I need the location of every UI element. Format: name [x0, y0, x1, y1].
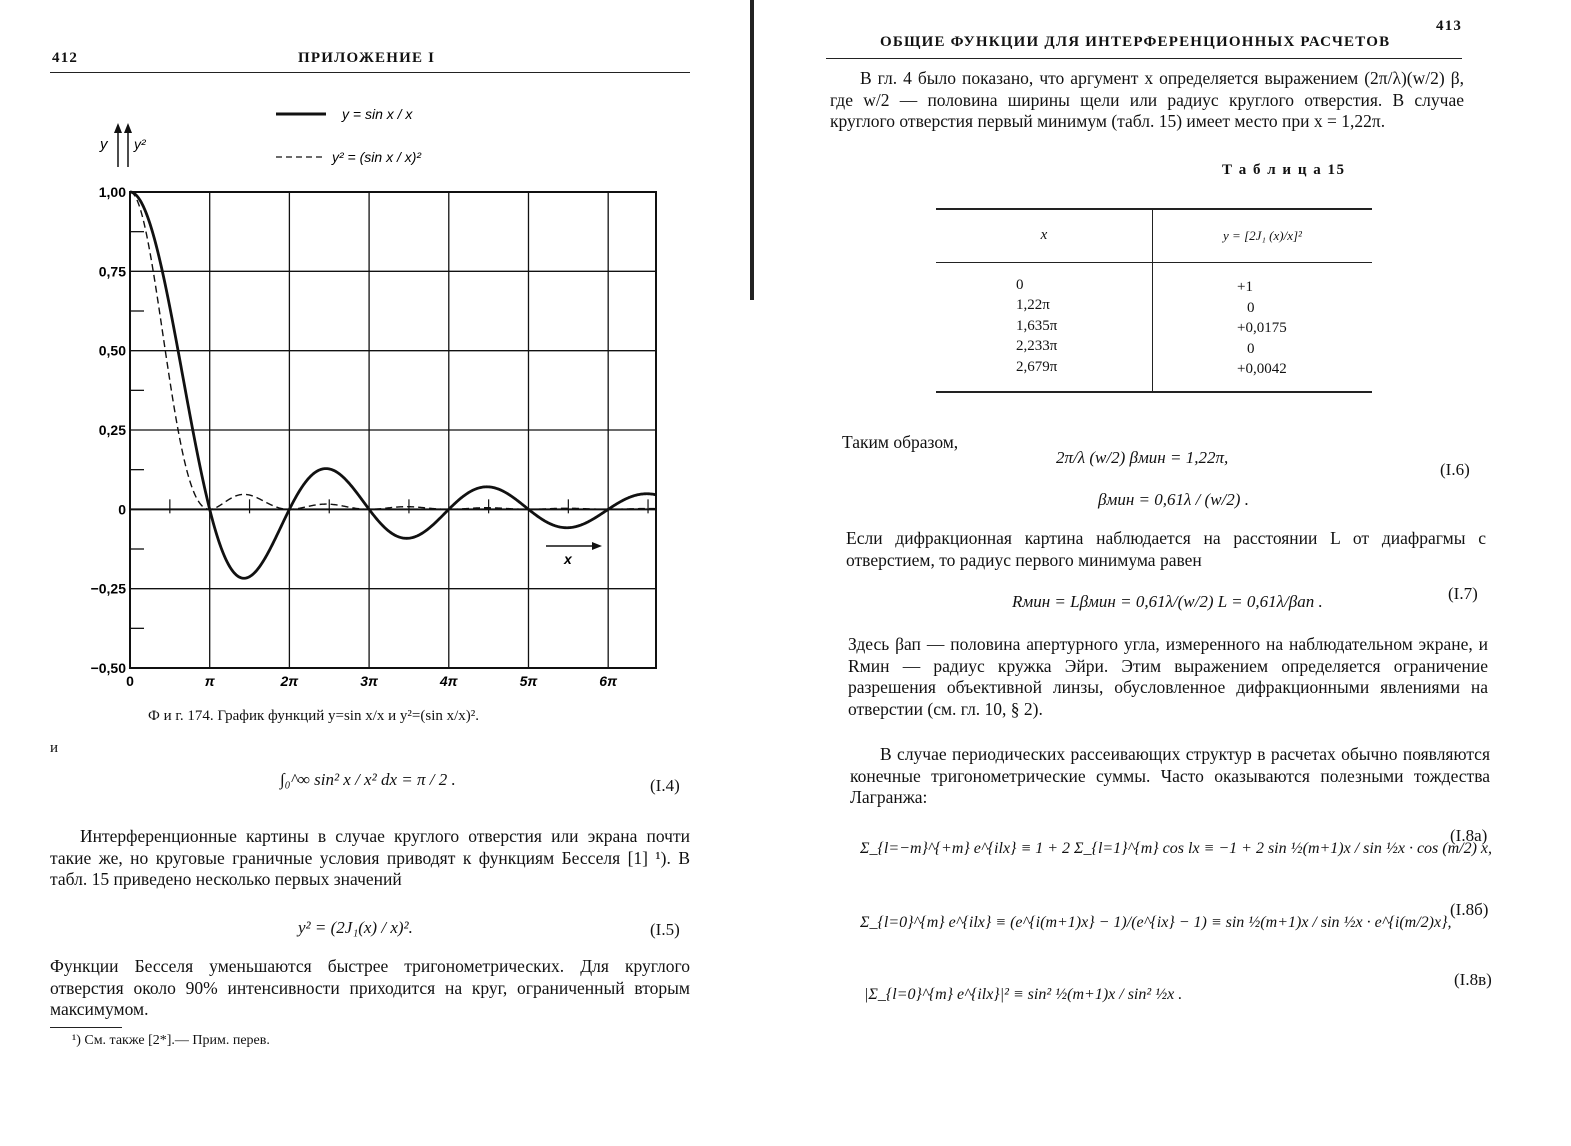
equation-I8b: Σ_{l=0}^{m} e^{ilx} ≡ (e^{i(m+1)x} − 1)/(e^{ix} − 1) ≡ sin ½(m+1)x / sin ½x · e^{i(m/2)x},: [860, 914, 1452, 931]
y-axis-label: y: [100, 136, 108, 153]
text-thus: Таким образом,: [842, 432, 959, 452]
paragraph-aperture: [848, 634, 1488, 720]
y-tick-label: 0,25: [98, 422, 126, 438]
running-head-right: ОБЩИЕ ФУНКЦИИ ДЛЯ ИНТЕРФЕРЕНЦИОННЫХ РАСЧЕТОВ: [880, 34, 1391, 50]
y-axis-label-group: [99, 123, 147, 167]
page-number-left: 412: [52, 50, 79, 66]
x-arrow-group: [546, 542, 602, 567]
table-cell: +0,0175: [1237, 320, 1287, 336]
y-tick-label: 0,75: [98, 263, 126, 280]
paragraph-bessel-decay: [50, 956, 690, 1021]
equation-I8b-number: (I.8б): [1450, 900, 1489, 919]
x-tick-label: 2π: [280, 673, 299, 689]
y-tick-label: 1,00: [98, 184, 126, 200]
table-mid-rule: [936, 262, 1372, 263]
paragraph-bessel-intro-text: Интерференционные картины в случае круглого отверстия или экрана почти такие же, но круговые граничные условия приводят к функциям Бесселя [1] ¹). В табл. 15 приведено несколько первых значений: [50, 826, 690, 889]
x-arrow-head-icon: [592, 542, 602, 550]
equation-I8c: |Σ_{l=0}^{m} e^{ilx}|² ≡ sin² ½(m+1)x / sin² ½x .: [864, 986, 1183, 1003]
chart-legend: [276, 106, 422, 165]
paragraph-bessel-intro: [50, 826, 690, 891]
paragraph-lagrange: [850, 744, 1490, 809]
y-arrow-head-icon: [114, 123, 122, 133]
table-cell: 0: [1247, 340, 1255, 357]
y2-arrow-head-icon: [124, 123, 132, 133]
table-cell: 1,22π: [1016, 297, 1050, 313]
y-tick-label: 0,50: [98, 342, 126, 359]
x-tick-label: π: [204, 673, 215, 689]
figure-caption: Ф и г. 174. График функций y=sin x/x и y²=(sin x/x)².: [148, 708, 480, 724]
paragraph-bessel-decay-text: Функции Бесселя уменьшаются быстрее тригонометрических. Для круглого отверстия около 90% интенсивности приходится на круг, ограниченный вторым максимумом.: [50, 956, 690, 1019]
table-cell: 1,635π: [1016, 317, 1058, 334]
equation-I6-number: (I.6): [1440, 460, 1470, 479]
footnote-rule: [50, 1027, 122, 1028]
equation-I5-number: (I.5): [650, 920, 680, 939]
table-15-title: Т а б л и ц а 15: [1222, 162, 1346, 178]
table-top-rule: [936, 208, 1372, 210]
table-15-grid: [936, 210, 1372, 392]
table-header-row: [936, 210, 1372, 262]
equation-I8a-number: (I.8a): [1450, 826, 1488, 845]
right-page: [780, 0, 1571, 1146]
page-gutter: [750, 0, 754, 300]
equation-I6-line2: βмин = 0,61λ / (w/2) .: [1098, 490, 1249, 509]
table-cell: 0: [1247, 299, 1255, 316]
table-15: [936, 208, 1372, 393]
left-page: [0, 0, 750, 1146]
table-body-row: [936, 263, 1372, 392]
equation-I7-number: (I.7): [1448, 584, 1478, 603]
table-cell: 2,679π: [1016, 358, 1058, 375]
chart-curves: [130, 192, 656, 578]
table-cell: 2,233π: [1016, 338, 1058, 354]
paragraph-argument-x-text: В гл. 4 было показано, что аргумент x определяется выражением (2π/λ)(w/2) β, где w/2 — половина ширины щели или радиус круглого отверстия. В случае круглого отверстия первый минимум (табл. 15) имеет место при x = 1,22π.: [830, 68, 1464, 131]
equation-I7: Rмин = Lβмин = 0,61λ/(w/2) L = 0,61λ/βап .: [1012, 592, 1323, 611]
y-tick-label: −0,50: [90, 660, 126, 676]
footnote: ¹) См. также [2*].— Прим. перев.: [72, 1033, 270, 1048]
table-cell: +1: [1237, 279, 1253, 295]
equation-I8a: Σ_{l=−m}^{+m} e^{ilx} ≡ 1 + 2 Σ_{l=1}^{m} cos lx ≡ −1 + 2 sin ½(m+1)x / sin ½x · cos (m/2) x,: [860, 840, 1493, 857]
table-header-x: x: [936, 210, 1153, 262]
conjunction-and: и: [50, 740, 59, 756]
paragraph-argument-x: [830, 68, 1464, 133]
chart-grid: [130, 192, 656, 668]
x-tick-label: 4π: [439, 673, 458, 689]
equation-I5: y² = (2J₁(x) / x)².: [298, 918, 413, 937]
page-number-right: 413: [1436, 18, 1463, 34]
paragraph-aperture-text: Здесь βап — половина апертурного угла, измеренного на наблюдательном экране, и Rмин — радиус кружка Эйри. Этим выражением определяется ограничение разрешения объективной линзы, обусловленное дифракционными явлениями на отверстии (см. гл. 10, § 2).: [848, 634, 1488, 719]
paragraph-lagrange-text: В случае периодических рассеивающих структур в расчетах обычно появляются конечные тригонометрические суммы. Часто оказываются полезными тождества Лагранжа:: [850, 744, 1490, 807]
y-tick-label: 0: [118, 501, 126, 518]
table-col-y: [1153, 263, 1373, 392]
equation-I4-number: (I.4): [650, 776, 680, 795]
equation-I4: ∫₀^∞ sin² x / x² dx = π / 2 .: [280, 770, 456, 789]
header-rule-right: [826, 58, 1462, 59]
chart-ticks: [91, 184, 619, 689]
x-tick-label: 3π: [360, 673, 378, 689]
table-bottom-rule: [936, 391, 1372, 393]
table-cell: 0: [1016, 276, 1024, 293]
header-rule-left: [50, 72, 690, 73]
legend-dashed-label: y² = (sin x / x)²: [332, 149, 422, 165]
x-tick-label: 6π: [599, 673, 618, 689]
legend-solid-label: y = sin x / x: [342, 106, 413, 122]
figure-174-chart: [80, 95, 680, 695]
table-header-y: y = [2J₁ (x)/x]²: [1223, 227, 1302, 243]
y2-axis-label: y²: [134, 136, 146, 152]
x-arrow-label: x: [564, 551, 572, 567]
x-tick-label: 0: [126, 673, 134, 689]
equation-I6-line1: 2π/λ (w/2) βмин = 1,22π,: [1056, 448, 1229, 467]
paragraph-diffraction-distance-text: Если дифракционная картина наблюдается на расстоянии L от диафрагмы с отверстием, то радиус первого минимума равен: [846, 528, 1486, 570]
x-tick-label: 5π: [519, 673, 538, 689]
series-sinc-line: [130, 192, 656, 578]
paragraph-diffraction-distance: [846, 528, 1486, 571]
table-col-x: [936, 263, 1153, 392]
y-tick-label: −0,25: [90, 580, 126, 597]
table-cell: +0,0042: [1237, 361, 1287, 377]
equation-I8c-number: (I.8в): [1454, 970, 1492, 989]
running-head-left: ПРИЛОЖЕНИЕ I: [298, 50, 436, 66]
